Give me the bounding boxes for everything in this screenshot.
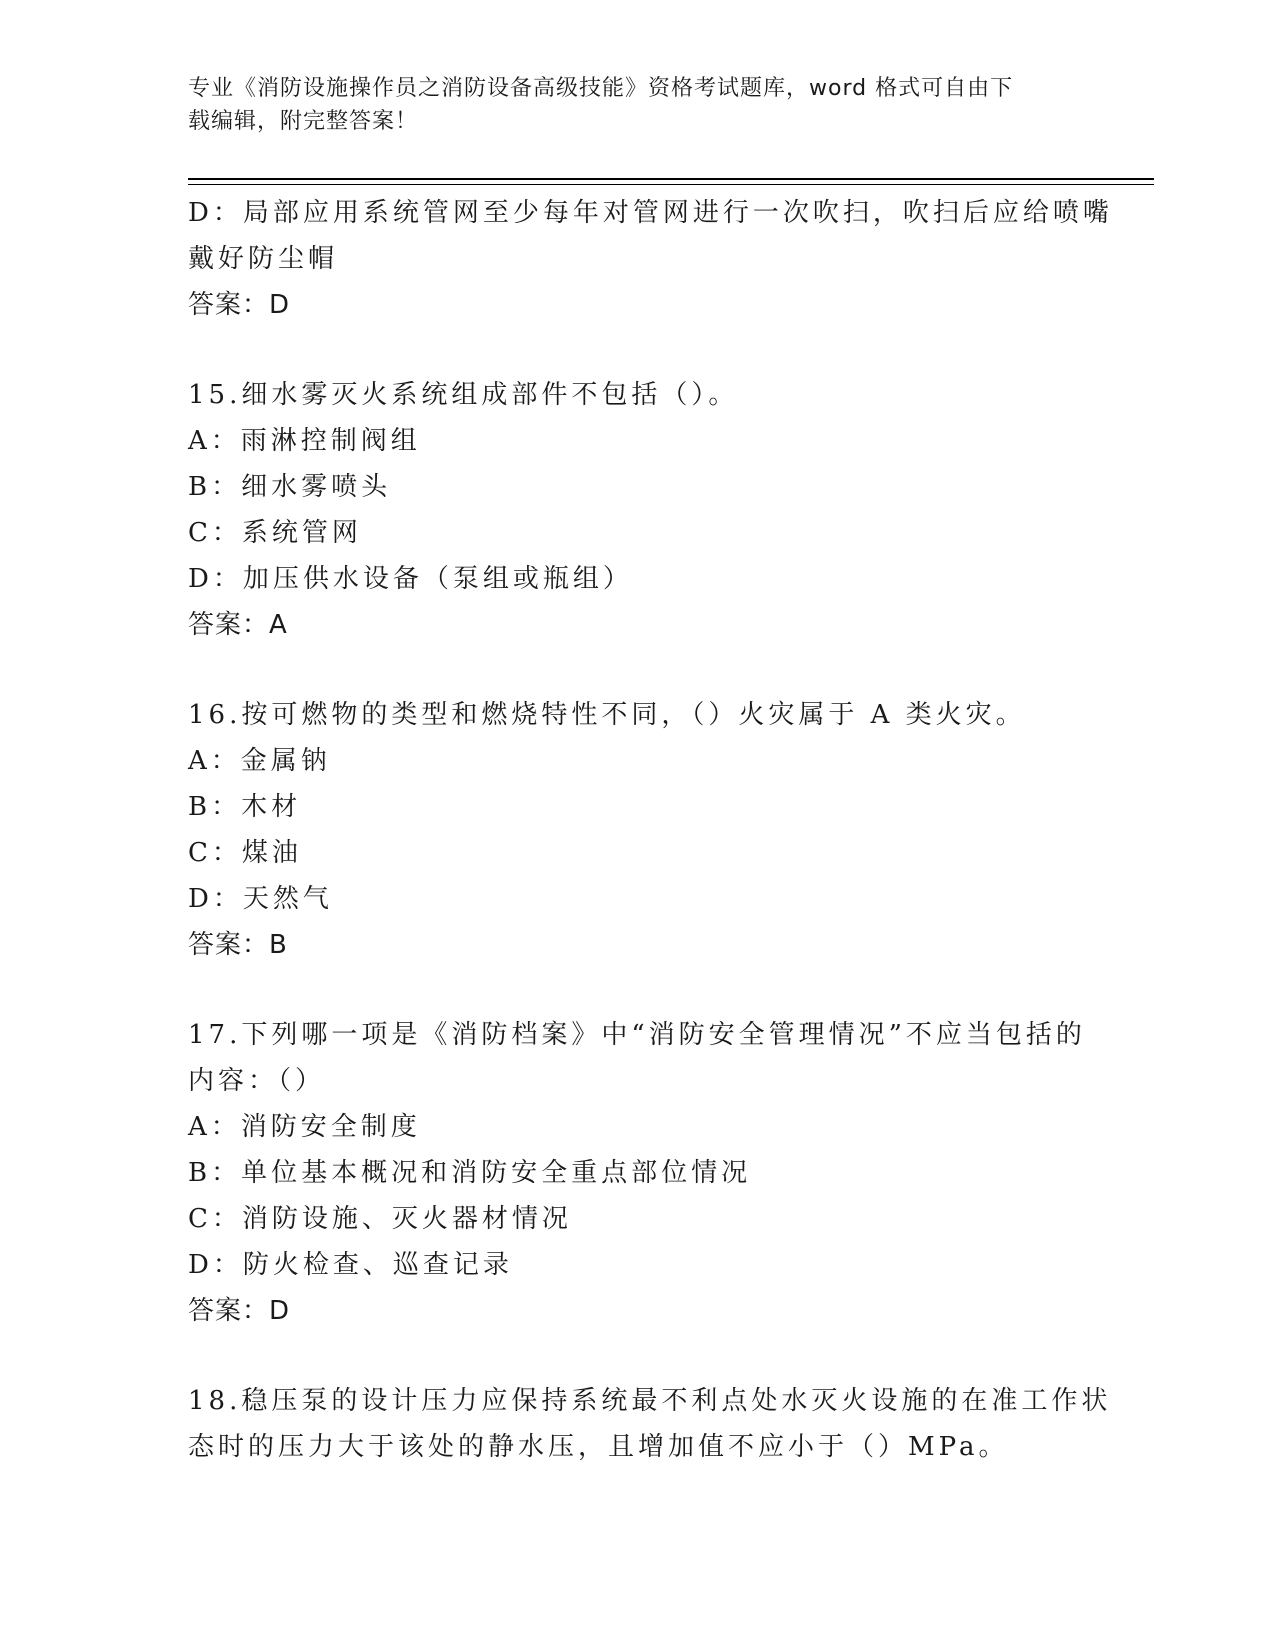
option-d-continued: 戴好防尘帽 xyxy=(188,244,339,274)
option-c: C：煤油 xyxy=(188,838,302,868)
answer: 答案：A xyxy=(188,610,288,640)
question-stem-continued: 内容：（） xyxy=(188,1066,326,1096)
header-rule-thick xyxy=(188,178,1154,180)
question-stem: 16.按可燃物的类型和燃烧特性不同，（）火灾属于 A 类火灾。 xyxy=(188,700,1026,730)
spacer xyxy=(188,968,1088,1012)
question-stem: 15.细水雾灭火系统组成部件不包括（）。 xyxy=(188,380,739,410)
option-b: B：单位基本概况和消防安全重点部位情况 xyxy=(188,1158,752,1188)
option-d: D：加压供水设备（泵组或瓶组） xyxy=(188,564,633,594)
answer: 答案：D xyxy=(188,1296,291,1326)
header-line-1: 专业《消防设施操作员之消防设备高级技能》资格考试题库，word 格式可自由下 xyxy=(188,76,1014,101)
option-b: B：木材 xyxy=(188,792,302,822)
option-a: A：雨淋控制阀组 xyxy=(188,426,421,456)
header-rule-thin xyxy=(188,184,1154,185)
question-17 xyxy=(188,1012,1088,1334)
question-stem: 17.下列哪一项是《消防档案》中“消防安全管理情况”不应当包括的 xyxy=(188,1020,1086,1050)
option-c: C：系统管网 xyxy=(188,518,362,548)
spacer xyxy=(188,328,1088,372)
spacer xyxy=(188,648,1088,692)
spacer xyxy=(188,1334,1088,1378)
option-c: C：消防设施、灭火器材情况 xyxy=(188,1204,572,1234)
option-a: A：消防安全制度 xyxy=(188,1112,421,1142)
question-16 xyxy=(188,692,1088,968)
option-d: D：天然气 xyxy=(188,884,333,914)
option-d: D：局部应用系统管网至少每年对管网进行一次吹扫，吹扫后应给喷嘴 xyxy=(188,198,1113,228)
answer: 答案：D xyxy=(188,290,291,320)
option-a: A：金属钠 xyxy=(188,746,331,776)
header-line-2: 载编辑，附完整答案！ xyxy=(188,109,419,134)
question-18 xyxy=(188,1378,1112,1470)
option-d: D：防火检查、巡查记录 xyxy=(188,1250,513,1280)
question-list xyxy=(188,190,1113,1470)
question-15 xyxy=(188,372,1088,648)
document-header xyxy=(188,72,1068,138)
question-stem: 18.稳压泵的设计压力应保持系统最不利点处水灭火设施的在准工作状 xyxy=(188,1386,1112,1416)
answer: 答案：B xyxy=(188,930,288,960)
question-14-continued xyxy=(188,190,1113,328)
option-b: B：细水雾喷头 xyxy=(188,472,392,502)
question-stem-continued: 态时的压力大于该处的静水压，且增加值不应小于（）MPa。 xyxy=(188,1432,1009,1462)
